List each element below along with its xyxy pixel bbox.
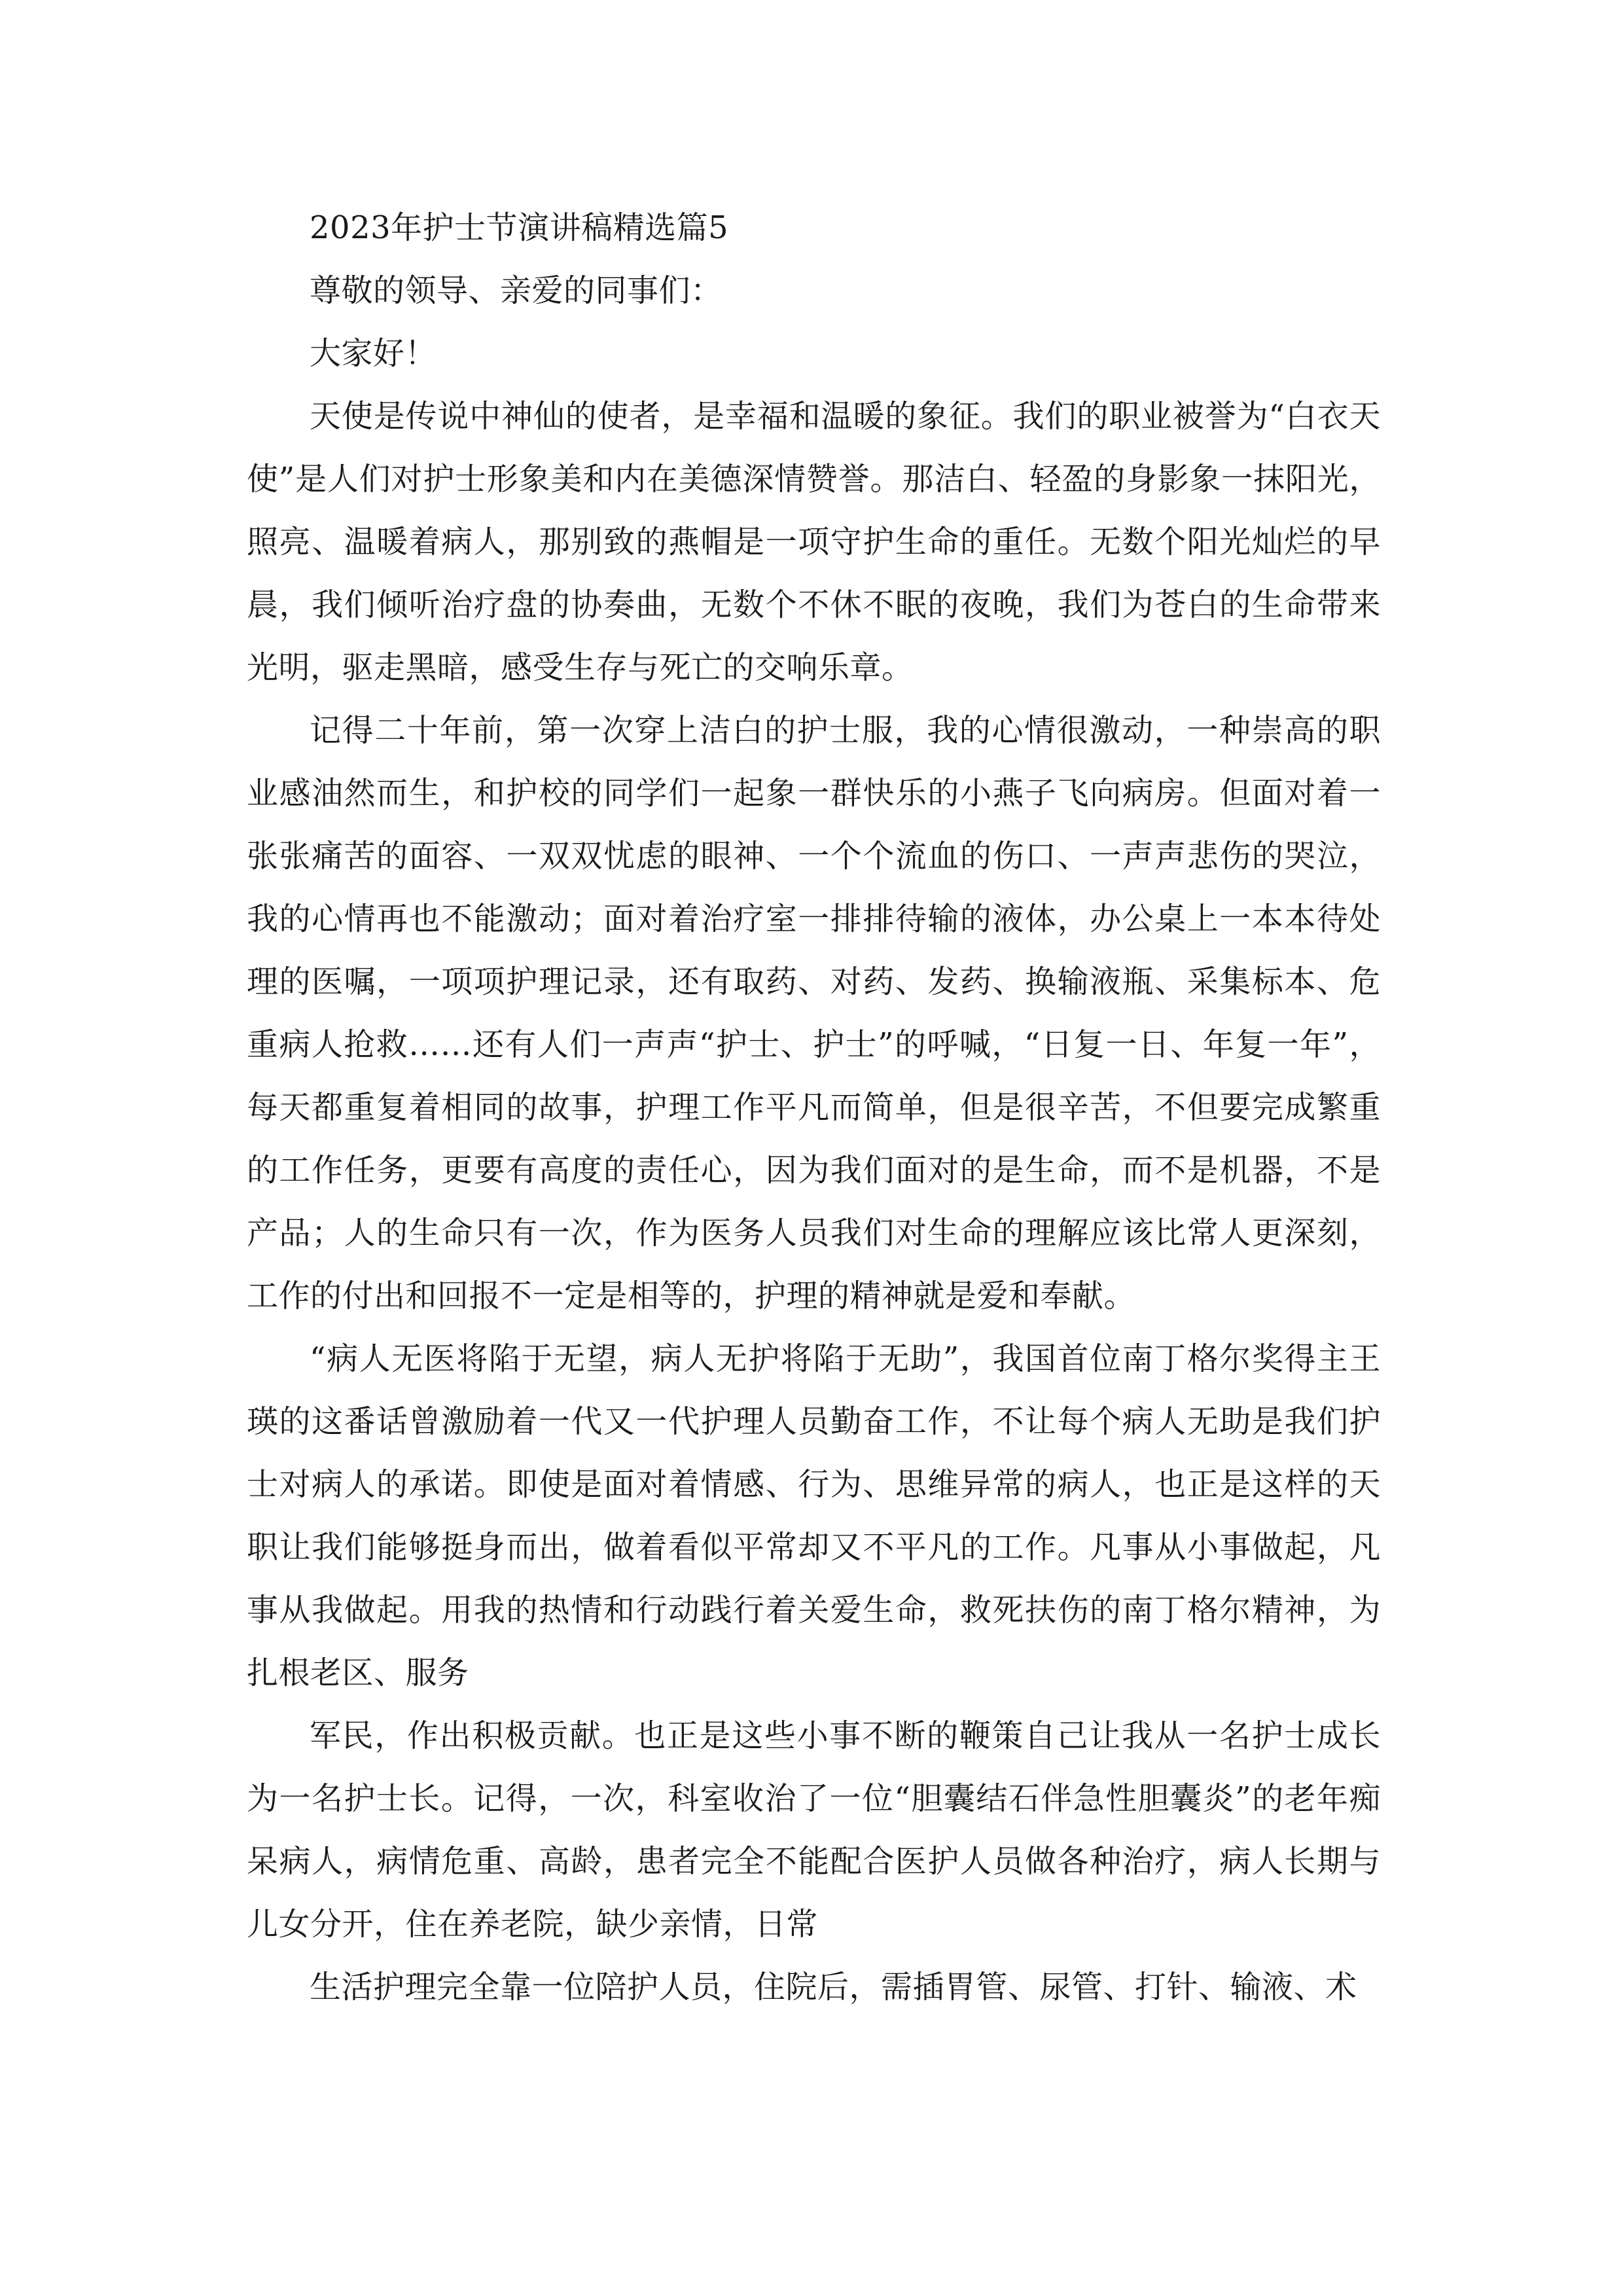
document-title: 2023年护士节演讲稿精选篇5 (310, 209, 729, 246)
greeting: 大家好！ (310, 335, 437, 372)
paragraph-2: 记得二十年前，第一次穿上洁白的护士服，我的心情很激动，一种崇高的职业感油然而生，和护校的同学们一起象一群快乐的小燕子飞向病房。但面对着一张张痛苦的面容、一双双忧虑的眼神、一个个流血的伤口、一声声悲伤的哭泣，我的心情再也不能激动；面对着治疗室一排排待输的液体，办公桌上一本本待处理的医嘱，一项项护理记录，还有取药、对药、发药、换输液瓶、采集标本、危重病人抢救……还有人们一声声“护士、护士”的呼喊，“日复一日、年复一年”，每天都重复着相同的故事，护理工作平凡而简单，但是很辛苦，不但要完成繁重的工作任务，更要有高度的责任心，因为我们面对的是生命，而不是机器，不是产品；人的生命只有一次，作为医务人员我们对生命的理解应该比常人更深刻，工作的付出和回报不一定是相等的，护理的精神就是爱和奉献。 (247, 712, 1381, 1314)
paragraph-3: “病人无医将陷于无望，病人无护将陷于无助”，我国首位南丁格尔奖得主王瑛的这番话曾激励着一代又一代护理人员勤奋工作，不让每个病人无助是我们护士对病人的承诺。即使是面对着情感、行为、思维异常的病人，也正是这样的天职让我们能够挺身而出，做着看似平常却又不平凡的工作。凡事从小事做起，凡事从我做起。用我的热情和行动践行着关爱生命，救死扶伤的南丁格尔精神，为扎根老区、服务 (247, 1340, 1381, 1691)
salutation: 尊敬的领导、亲爱的同事们： (310, 272, 722, 309)
paragraph-1: 天使是传说中神仙的使者，是幸福和温暖的象征。我们的职业被誉为“白衣天使”是人们对护士形象美和内在美德深情赞誉。那洁白、轻盈的身影象一抹阳光，照亮、温暖着病人，那别致的燕帽是一项守护生命的重任。无数个阳光灿烂的早晨，我们倾听治疗盘的协奏曲，无数个不休不眠的夜晚，我们为苍白的生命带来光明，驱走黑暗，感受生存与死亡的交响乐章。 (247, 398, 1381, 686)
document-body (247, 196, 1381, 2018)
paragraph-4: 军民，作出积极贡献。也正是这些小事不断的鞭策自己让我从一名护士成长为一名护士长。记得，一次，科室收治了一位“胆囊结石伴急性胆囊炎”的老年痴呆病人，病情危重、高龄，患者完全不能配合医护人员做各种治疗，病人长期与儿女分开，住在养老院，缺少亲情，日常 (247, 1717, 1381, 1943)
paragraph-5: 生活护理完全靠一位陪护人员，住院后，需插胃管、尿管、打针、输液、术 (310, 1969, 1357, 2005)
